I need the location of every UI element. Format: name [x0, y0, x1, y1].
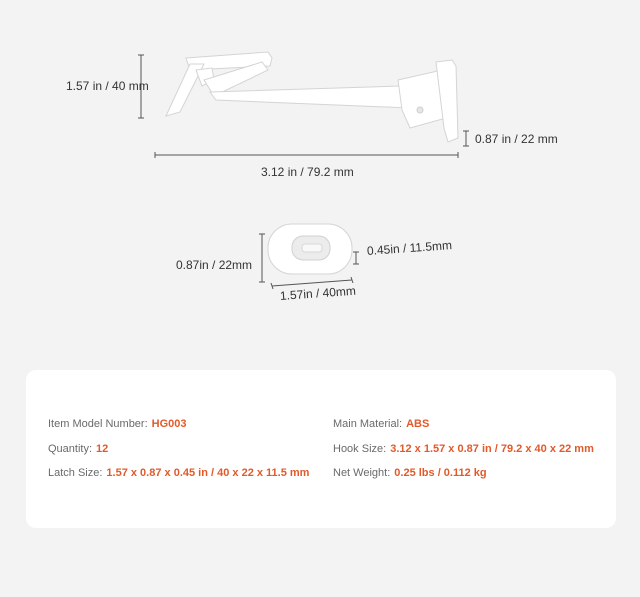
spec-net-weight [333, 467, 487, 479]
spec-key: Main Material: [333, 418, 403, 430]
spec-value: 1.57 x 0.87 x 0.45 in / 40 x 22 x 11.5 mm [106, 467, 310, 479]
hook-length-label: 3.12 in / 79.2 mm [261, 165, 354, 179]
hook-length-dimension [155, 152, 458, 158]
latch-depth-label: 0.45in / 11.5mm [366, 238, 453, 258]
hook-depth-label: 0.87 in / 22 mm [475, 132, 558, 146]
latch-illustration [268, 224, 352, 274]
spec-value: 3.12 x 1.57 x 0.87 in / 79.2 x 40 x 22 mm [390, 443, 594, 455]
spec-hook-size [333, 443, 594, 455]
hook-illustration [166, 52, 458, 142]
latch-height-label: 0.87in / 22mm [176, 258, 253, 272]
spec-value: 0.25 lbs / 0.112 kg [394, 467, 487, 479]
latch-depth-dimension [353, 252, 359, 264]
spec-key: Quantity: [48, 443, 93, 455]
spec-key: Latch Size: [48, 467, 103, 479]
spec-quantity [48, 443, 108, 455]
spec-latch-size [48, 467, 309, 479]
spec-value: ABS [406, 418, 430, 430]
spec-card [26, 370, 616, 528]
latch-length-label: 1.57in / 40mm [279, 283, 357, 303]
spec-item-model-number [48, 418, 187, 430]
hook-height-label: 1.57 in / 40 mm [66, 79, 149, 93]
spec-key: Hook Size: [333, 443, 387, 455]
spec-key: Net Weight: [333, 467, 391, 479]
spec-value: 12 [96, 443, 109, 455]
spec-key: Item Model Number: [48, 418, 148, 430]
latch-height-dimension [259, 234, 265, 282]
spec-main-material [333, 418, 429, 430]
spec-value: HG003 [151, 418, 187, 430]
hook-depth-dimension [463, 131, 469, 146]
